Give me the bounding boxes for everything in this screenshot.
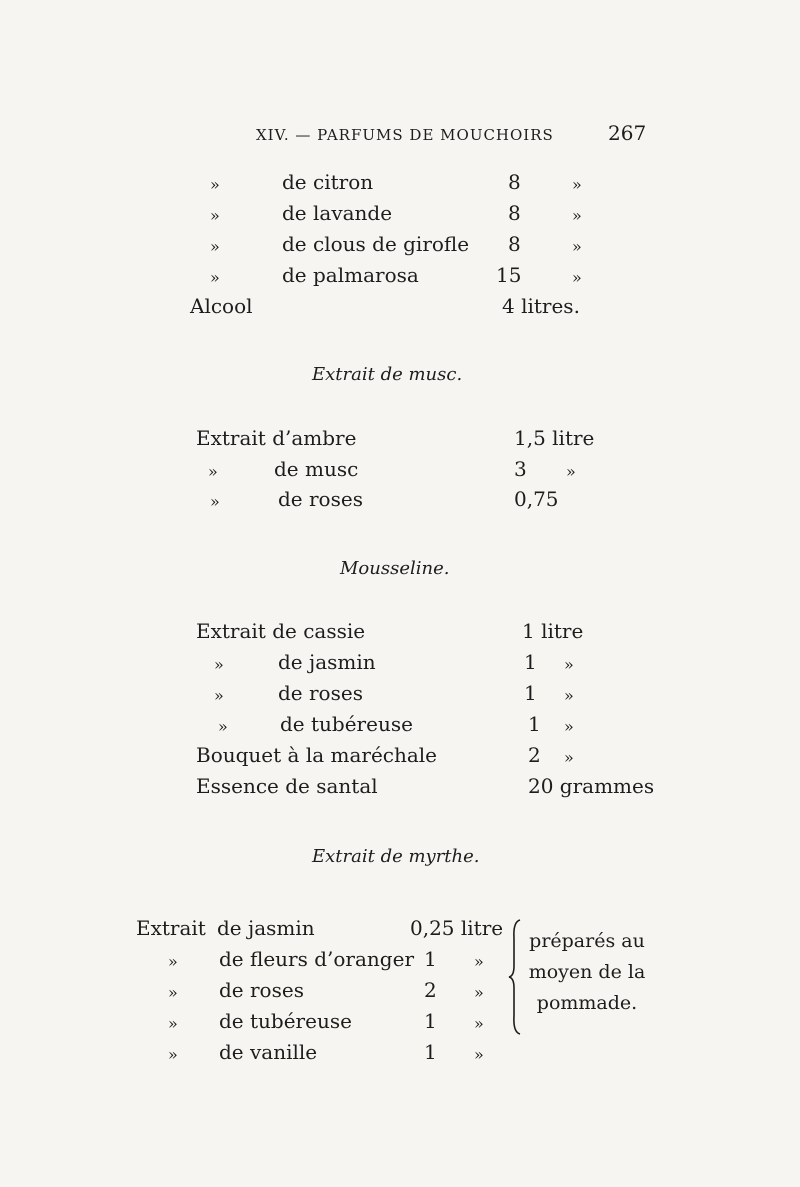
side-note-line: pommade. <box>536 992 638 1014</box>
ingredient-name: de lavande <box>282 201 393 225</box>
unit-ditto: » <box>474 952 484 971</box>
unit-ditto: » <box>572 175 582 194</box>
ditto-mark: » <box>210 268 220 287</box>
ingredient-qty: 15 <box>496 263 522 287</box>
unit-ditto: » <box>572 206 582 225</box>
ingredient-qty: 8 <box>508 201 521 225</box>
ingredient-qty: 2 <box>424 978 437 1002</box>
ingredient-qty: 1 <box>424 1040 437 1064</box>
ingredient-qty: 1 <box>528 712 541 736</box>
unit-ditto: » <box>564 717 574 736</box>
unit-ditto: » <box>564 686 574 705</box>
ditto-mark: » <box>168 1014 178 1033</box>
ingredient-qty: 2 <box>528 743 541 767</box>
ingredient-qty: 1 <box>424 947 437 971</box>
ditto-mark: » <box>208 462 218 481</box>
ingredient-name: de tubéreuse <box>219 1009 352 1033</box>
unit-ditto: » <box>572 237 582 256</box>
ditto-mark: » <box>168 983 178 1002</box>
unit-ditto: » <box>564 655 574 674</box>
section-title: Mousseline. <box>340 558 450 579</box>
ingredient-qty: 1 <box>424 1009 437 1033</box>
ingredient-name: Alcool <box>190 294 253 318</box>
side-note-line: préparés au <box>529 930 645 952</box>
ingredient-qty: 1,5 litre <box>514 426 595 450</box>
ingredient-name: Essence de santal <box>196 774 378 798</box>
ditto-mark: » <box>168 1045 178 1064</box>
unit-ditto: » <box>474 1045 484 1064</box>
side-note <box>520 926 654 1019</box>
ingredient-qty: 1 litre <box>522 619 584 643</box>
ditto-mark: » <box>210 175 220 194</box>
ditto-mark: » <box>218 717 228 736</box>
ingredient-prefix: Extrait <box>136 916 206 940</box>
ingredient-qty: 4 litres. <box>502 294 580 318</box>
ingredient-name: de citron <box>282 170 374 194</box>
page-number: 267 <box>608 121 647 145</box>
ingredient-name: Extrait de cassie <box>196 619 366 643</box>
unit-ditto: » <box>474 1014 484 1033</box>
ingredient-name: de clous de girofle <box>282 232 470 256</box>
ingredient-qty: 1 <box>524 681 537 705</box>
ingredient-qty: 1 <box>524 650 537 674</box>
ingredient-name: de palmarosa <box>282 263 419 287</box>
ingredient-qty: 0,25 litre <box>410 916 504 940</box>
ingredient-qty: 0,75 <box>514 487 559 511</box>
ingredient-name: de fleurs d’oranger <box>219 947 414 971</box>
ditto-mark: » <box>210 492 220 511</box>
running-title: XIV. — PARFUMS DE MOUCHOIRS <box>256 126 554 144</box>
unit-ditto: » <box>566 462 576 481</box>
ingredient-qty: 20 grammes <box>528 774 655 798</box>
side-note-line: moyen de la <box>528 961 646 983</box>
unit-ditto: » <box>474 983 484 1002</box>
ingredient-name: de jasmin <box>217 916 315 940</box>
ingredient-name: de roses <box>278 681 363 705</box>
ingredient-qty: 8 <box>508 232 521 256</box>
ingredient-name: de roses <box>278 487 363 511</box>
section-title: Extrait de myrthe. <box>312 846 480 867</box>
ingredient-name: de musc <box>274 457 359 481</box>
unit-ditto: » <box>572 268 582 287</box>
unit-ditto: » <box>564 748 574 767</box>
ditto-mark: » <box>210 237 220 256</box>
ditto-mark: » <box>214 686 224 705</box>
ingredient-name: Extrait d’ambre <box>196 426 357 450</box>
section-title: Extrait de musc. <box>312 364 463 385</box>
ingredient-name: de vanille <box>219 1040 318 1064</box>
ingredient-name: de tubéreuse <box>280 712 413 736</box>
ingredient-name: de roses <box>219 978 304 1002</box>
ingredient-qty: 3 <box>514 457 527 481</box>
ingredient-qty: 8 <box>508 170 521 194</box>
ditto-mark: » <box>168 952 178 971</box>
ditto-mark: » <box>214 655 224 674</box>
ingredient-name: Bouquet à la maréchale <box>196 743 438 767</box>
ingredient-name: de jasmin <box>278 650 376 674</box>
ditto-mark: » <box>210 206 220 225</box>
